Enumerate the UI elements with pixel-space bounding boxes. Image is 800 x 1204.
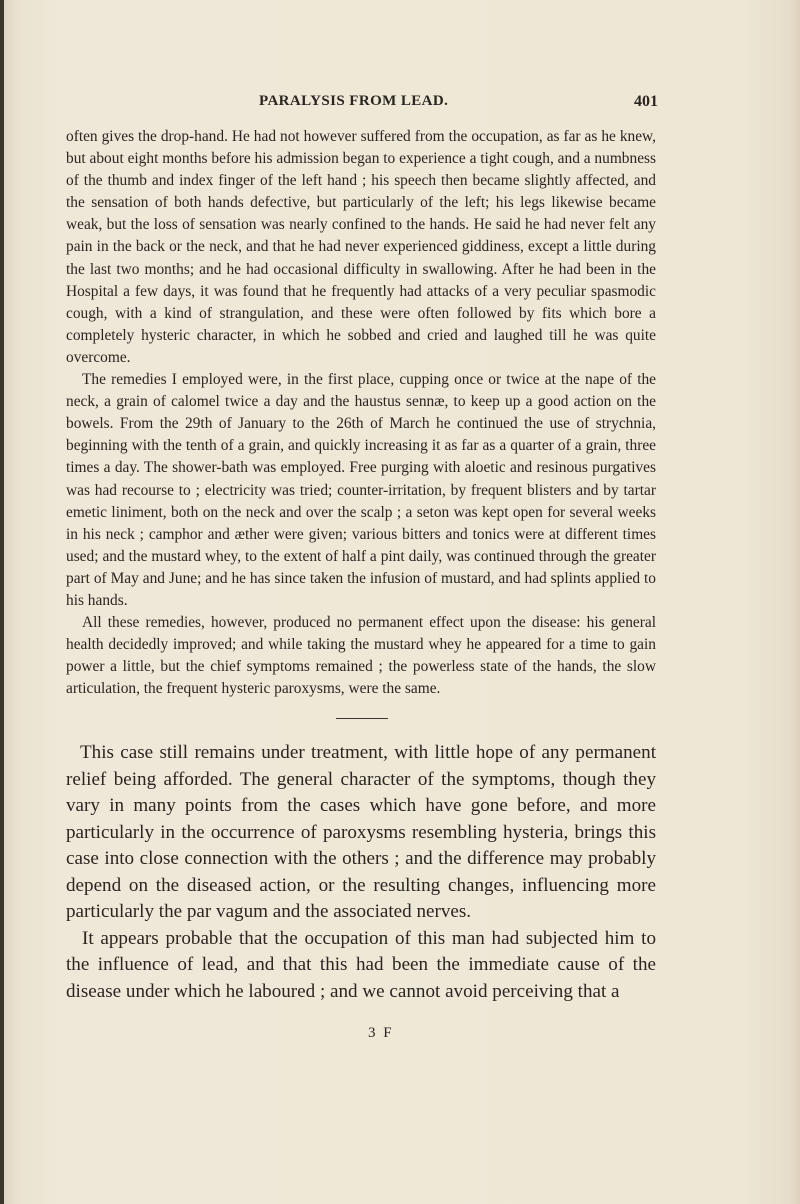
commentary-text [66, 740, 656, 1005]
page-number: 401 [634, 93, 658, 110]
page-gutter-edge [0, 0, 4, 1204]
commentary-paragraph-1: This case still remains under treatment, with little hope of any permanent relief being afforded. The general character of the symptoms, though they vary in many points from the cases which have gone before, and more particularly in the occurrence of paroxysms resembling hysteria, brings this case into close connection with the others ; and the difference may probably depend on the diseased action, or the resulting changes, influencing more particularly the par vagum and the associated nerves. [66, 742, 656, 922]
printer-signature-mark: 3 F [368, 1025, 394, 1041]
commentary-paragraph-2: It appears probable that the occupation of this man had subjected him to the influence of lead, and that this had been the immediate cause of the disease under which he laboured ; and we cannot avoid perceiving that a [66, 927, 656, 1002]
case-report-text [66, 126, 656, 700]
case-paragraph-history: often gives the drop-hand. He had not however suffered from the occupation, as far as he knew, but about eight months before his admission began to experience a tight cough, and a numbness of the thumb and index finger of the left hand ; his speech then became slightly affected, and the sensation of both hands defective, but particularly of the left; his legs likewise became weak, but the loss of sensation was nearly confined to the hands. He said he had never felt any pain in the back or the neck, and that he had never experienced giddiness, except a little during the last two months; and he had occasional difficulty in swallowing. After he had been in the Hospital a few days, it was found that he frequently had attacks of a very peculiar spasmodic cough, with a kind of strangulation, and these were often followed by fits which bore a completely hysteric character, in which he sobbed and cried and laughed till he was quite overcome. [66, 128, 656, 366]
page-header [66, 93, 658, 115]
section-divider [336, 718, 388, 719]
case-paragraph-remedies: The remedies I employed were, in the first place, cupping once or twice at the nape of the neck, a grain of calomel twice a day and the haustus sennæ, to keep up a good action on the bowels. From the 29th of January to the 26th of March he continued the use of strychnia, beginning with the tenth of a grain, and quickly increasing it as far as a quarter of a grain, three times a day. The shower-bath was employed. Free purging with aloetic and resinous purgatives was had recourse to ; electricity was tried; counter-irritation, by frequent blisters and by tartar emetic liniment, both on the neck and over the scalp ; a seton was kept open for several weeks in his neck ; camphor and æther were given; various bitters and tonics were at different times used; and the mustard whey, to the extent of half a pint daily, was continued through the greater part of May and June; and he has since taken the infusion of mustard, and had splints applied to his hands. [66, 371, 656, 609]
case-paragraph-outcome: All these remedies, however, produced no permanent effect upon the disease: his general health decidedly improved; and while taking the mustard whey he appeared for a time to gain power a little, but the chief symptoms remained ; the powerless state of the hands, the slow articulation, the frequent hysteric paroxysms, were the same. [66, 614, 656, 698]
running-title: PARALYSIS FROM LEAD. [259, 93, 449, 109]
